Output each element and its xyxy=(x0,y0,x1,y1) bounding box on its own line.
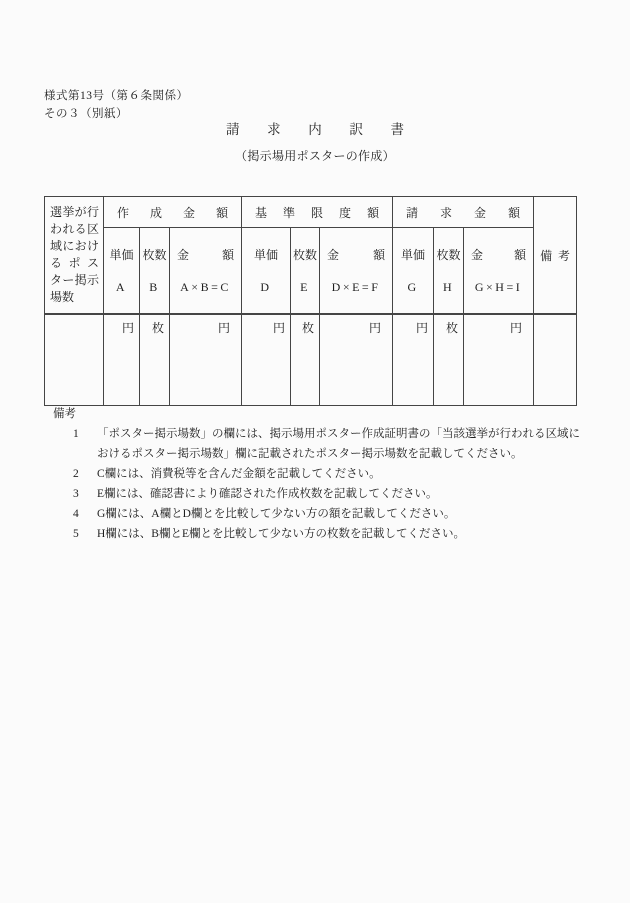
col-header-sheets-b xyxy=(140,228,170,315)
col-header-amount-c xyxy=(170,228,242,315)
data-cell-g xyxy=(393,314,434,406)
group-header-label: 請 求 金 額 xyxy=(406,205,521,220)
remarks-header-cell xyxy=(534,197,577,315)
col-code: D xyxy=(260,280,272,294)
row-header-line: 場数 xyxy=(50,290,75,304)
form-attachment-line: その３（別紙） xyxy=(44,108,128,120)
data-cell-a xyxy=(104,314,140,406)
unit-label: 円 xyxy=(121,321,134,335)
col-label: 金 額 xyxy=(177,248,235,262)
col-header-sheets-h xyxy=(434,228,464,315)
data-cell-e xyxy=(291,314,320,406)
col-header-unit-price-a xyxy=(104,228,140,315)
unit-label: 円 xyxy=(218,321,231,335)
note-item-5 xyxy=(53,524,580,544)
col-label: 金 額 xyxy=(327,248,386,262)
data-cell-h xyxy=(434,314,464,406)
col-label: 金 額 xyxy=(471,248,527,262)
note-line: 「ポスター掲示場数」の欄には、掲示場用ポスター作成証明書の「当該選挙が行われる区域に xyxy=(97,428,580,440)
row-header-line: 域 に お け xyxy=(50,239,99,253)
col-code: H xyxy=(442,280,455,294)
note-item-4 xyxy=(53,504,580,524)
note-item-1 xyxy=(53,424,580,464)
document-title: 請 求 内 訳 書 xyxy=(226,122,404,137)
note-text xyxy=(97,424,580,464)
group-header-label: 基 準 限 度 額 xyxy=(255,205,380,220)
col-label: 単価 xyxy=(254,248,279,262)
note-item-2 xyxy=(53,464,580,484)
unit-label: 円 xyxy=(510,321,523,335)
note-number: 5 xyxy=(73,528,79,540)
col-code: D×E=F xyxy=(331,280,381,294)
row-header-poster-count-cell xyxy=(45,197,104,315)
col-code: G xyxy=(407,280,419,294)
data-cell-c xyxy=(170,314,242,406)
col-code: G×H=I xyxy=(474,280,523,294)
col-code: B xyxy=(149,280,160,294)
col-header-amount-f xyxy=(320,228,393,315)
col-label: 単価 xyxy=(401,248,426,262)
col-label: 単価 xyxy=(109,248,134,262)
data-cell-b xyxy=(140,314,170,406)
invoice-breakdown-table xyxy=(44,196,577,406)
document-subtitle: （掲示場用ポスターの作成） xyxy=(235,149,395,163)
col-header-amount-i xyxy=(464,228,534,315)
group-header-claim-amount xyxy=(393,197,534,228)
unit-label: 枚 xyxy=(151,321,164,335)
col-code: A xyxy=(115,280,128,294)
data-cell-d xyxy=(242,314,291,406)
row-header-line: タ ー 掲 示 xyxy=(50,273,99,287)
col-header-sheets-e xyxy=(291,228,320,315)
col-label: 枚数 xyxy=(142,248,167,262)
unit-label: 円 xyxy=(369,321,382,335)
remarks-header-label: 備 考 xyxy=(540,248,571,263)
row-header-line: 選 挙 が 行 xyxy=(50,205,99,219)
group-header-standard-limit-amount xyxy=(242,197,393,228)
group-header-creation-amount xyxy=(104,197,242,228)
unit-label: 円 xyxy=(273,321,286,335)
row-header-line: わ れ る 区 xyxy=(50,222,99,236)
unit-label: 枚 xyxy=(302,321,315,335)
note-line: G欄には、A欄とD欄とを比較して少ない方の額を記載してください。 xyxy=(97,508,456,520)
col-label: 枚数 xyxy=(436,248,461,262)
note-number: 1 xyxy=(73,428,79,440)
note-text xyxy=(97,524,465,544)
group-header-label: 作 成 金 額 xyxy=(117,205,229,220)
remarks-data-cell xyxy=(534,314,577,406)
col-header-unit-price-d xyxy=(242,228,291,315)
note-text xyxy=(97,464,381,484)
note-line: C欄には、消費税等を含んだ金額を記載してください。 xyxy=(97,468,381,480)
col-code: A×B=C xyxy=(180,280,231,294)
notes-label: 備考 xyxy=(53,408,76,420)
form-number-line: 様式第13号（第６条関係） xyxy=(44,90,189,102)
note-line: E欄には、確認書により確認された作成枚数を記載してください。 xyxy=(97,488,438,500)
row-header-line: る ポ ス xyxy=(50,256,99,270)
col-label: 枚数 xyxy=(293,248,318,262)
note-number: 4 xyxy=(73,508,79,520)
note-text xyxy=(97,484,438,504)
note-number: 3 xyxy=(73,488,79,500)
unit-label: 枚 xyxy=(446,321,459,335)
unit-label: 円 xyxy=(416,321,429,335)
note-line: おけるポスター掲示場数」欄に記載されたポスター掲示場数を記載してください。 xyxy=(97,448,523,460)
document-title-row xyxy=(0,118,630,138)
note-item-3 xyxy=(53,484,580,504)
notes-section xyxy=(53,404,580,544)
note-text xyxy=(97,504,455,524)
note-line: H欄には、B欄とE欄とを比較して少ない方の枚数を記載してください。 xyxy=(97,528,465,540)
col-header-unit-price-g xyxy=(393,228,434,315)
note-number: 2 xyxy=(73,468,79,480)
col-code: E xyxy=(300,280,310,294)
data-cell-i xyxy=(464,314,534,406)
data-cell-f xyxy=(320,314,393,406)
poster-count-data-cell xyxy=(45,314,104,406)
